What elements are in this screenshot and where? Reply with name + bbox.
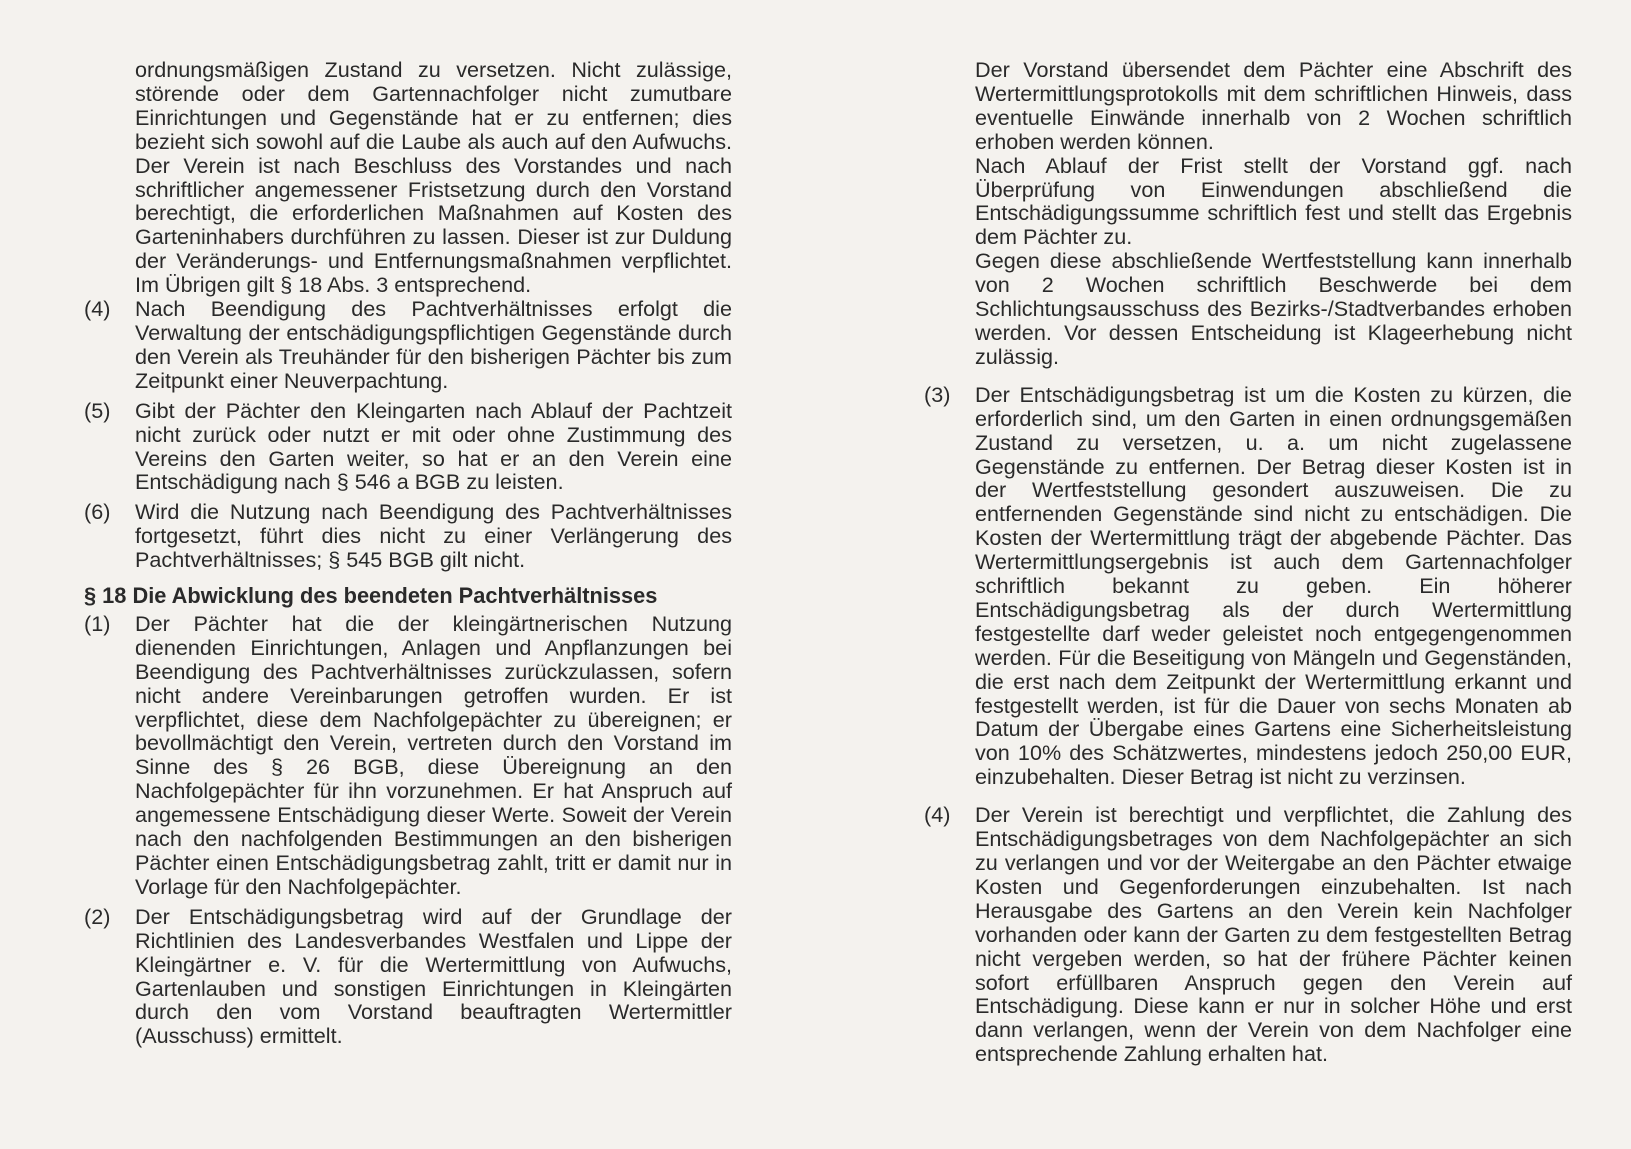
paragraph-text: Der Pächter hat die der kleingärtnerischen Nutzung dienenden Einrichtungen, Anlagen und Anpflanzungen bei Beendigung des Pachtverhältnisses zurückzulassen, sofern nicht andere Vereinbarungen getroffen wurden. Er ist verpflichtet, diese dem Nachfolgepächter zu übereignen; er bevollmächtigt den Verein, vertreten durch den Vorstand im Sinne des § 26 BGB, diese Übereignung an den Nachfolgepächter für ihn vorzunehmen. Er hat Anspruch auf angemessene Entschädigung dieser Werte. Soweit der Verein nach den nachfolgenden Bestimmungen an den bisherigen Pächter einen Entschädigungsbetrag zahlt, tritt er damit nur in Vorlage für den Nachfolgepächter. [135,610,732,899]
paragraph-text: Der Verein ist berechtigt und verpflichtet, die Zahlung des Entschädigungsbetrages von dem Nachfolgepächter an sich zu verlangen und vor der Weitergabe an den Pächter etwaige Kosten und Gegenforderungen einzubehalten. Ist nach Herausgabe des Gartens an den Verein kein Nachfolger vorhanden oder kann der Garten zu dem festgestellten Betrag nicht vergeben werden, so hat der frühere Pächter keinen sofort erfüllbaren Anspruch gegen den Verein auf Entschädigung. Diese kann er nur in solcher Höhe und erst dann verlangen, wenn der Verein von dem Nachfolger eine entsprechende Zahlung erhalten hat. [975,802,1572,1067]
left-page [84,58,732,1048]
right-intro-block [924,58,1572,369]
section-heading: § 18 Die Abwicklung des beendeten Pachtverhältnisses [84,583,658,609]
section18-paragraph-4 [924,803,1572,1066]
right-page [924,58,1572,1066]
paragraph-text: Gibt der Pächter den Kleingarten nach Ablauf der Pachtzeit nicht zurück oder nutzt er mit oder ohne Zustimmung des Vereins den Garten weiter, so hat er an den Verein eine Entschädigung nach § 546 a BGB zu leisten. [135,397,732,495]
paragraph-6 [84,500,732,572]
paragraph-number: (1) [84,610,111,636]
section18-paragraph-3 [924,383,1572,789]
paragraph-number: (4) [924,802,951,828]
section18-paragraph-1 [84,612,732,899]
paragraph-text: Der Entschädigungsbetrag ist um die Kosten zu kürzen, die erforderlich sind, um den Garten in einen ordnungsgemäßen Zustand zu versetzen, u. a. um nicht zugelassene Gegenstände zu entfernen. Der Betrag dieser Kosten ist in der Wertfeststellung gesondert auszuweisen. Die zu entfernenden Gegenstände sind nicht zu entschädigen. Die Kosten der Wertermittlung trägt der abgebende Pächter. Das Wertermittlungsergebnis ist auch dem Gartennachfolger schriftlich bekannt zu geben. Ein höherer Entschädigungsbetrag als der durch Wertermittlung festgestellte darf weder geleistet noch entgegengenommen werden. Für die Beseitigung von Mängeln und Gegenständen, die erst nach dem Zeitpunkt der Wertermittlung erkannt und festgestellt werden, ist für die Dauer von sechs Monaten ab Datum der Übergabe eines Gartens eine Sicherheitsleistung von 10% des Schätzwertes, mindestens jedoch 250,00 EUR, einzubehalten. Dieser Betrag ist nicht zu verzinsen. [975,381,1572,790]
paragraph-number: (3) [924,381,951,407]
paragraph-text: Nach Beendigung des Pachtverhältnisses erfolgt die Verwaltung der entschädigungspflichtigen Gegenstände durch den Verein als Treuhänder für den bisherigen Pächter bis zum Zeitpunkt einer Neuverpachtung. [135,296,732,393]
paragraph-5 [84,399,732,495]
right-intro-text-1: Der Vorstand übersendet dem Pächter eine Abschrift des Wertermittlungsprotokolls mit dem schriftlichen Hinweis, dass eventuelle Einwände innerhalb von 2 Wochen schriftlich erhoben werden können. [975,57,1572,154]
paragraph-text: Der Entschädigungsbetrag wird auf der Grundlage der Richtlinien des Landesverbandes Westfalen und Lippe der Kleingärtner e. V. für die Wertermittlung von Aufwuchs, Gartenlauben und sonstigen Einrichtungen in Kleingärten durch den vom Vorstand beauftragten Wertermittler (Ausschuss) ermittelt. [135,903,732,1049]
right-intro-text-3: Gegen diese abschließende Wertfeststellung kann innerhalb von 2 Wochen schriftlich Beschwerde bei dem Schlichtungsausschuss des Bezirks-/Stadtverbandes erhoben werden. Vor dessen Entscheidung ist Klageerhebung nicht zulässig. [975,248,1572,369]
left-intro-text: ordnungsmäßigen Zustand zu versetzen. Nicht zulässige, störende oder dem Gartennachfolger nicht zumutbare Einrichtungen und Gegenstände hat er zu entfernen; dies bezieht sich sowohl auf die Laube als auch auf den Aufwuchs. Der Verein ist nach Beschluss des Vorstandes und nach schriftlicher angemessener Fristsetzung durch den Vorstand berechtigt, die erforderlichen Maßnahmen auf Kosten des Garteninhabers durchführen zu lassen. Dieser ist zur Duldung der Veränderungs- und Entfernungsmaßnahmen verpflichtet. Im Übrigen gilt § 18 Abs. 3 entsprechend. [135,57,732,298]
paragraph-4 [84,297,732,393]
left-intro-block [84,58,732,297]
section18-paragraph-2 [84,905,732,1048]
paragraph-number: (5) [84,397,111,423]
paragraph-number: (2) [84,903,111,929]
right-intro-text-2: Nach Ablauf der Frist stellt der Vorstand ggf. nach Überprüfung von Einwendungen abschließend die Entschädigungssumme schriftlich fest und stellt das Ergebnis dem Pächter zu. [975,152,1572,250]
paragraph-number: (4) [84,296,111,322]
paragraph-text: Wird die Nutzung nach Beendigung des Pachtverhältnisses fortgesetzt, führt dies nicht zu einer Verlängerung des Pachtverhältnisses; § 545 BGB gilt nicht. [135,499,732,573]
paragraph-number: (6) [84,499,111,525]
